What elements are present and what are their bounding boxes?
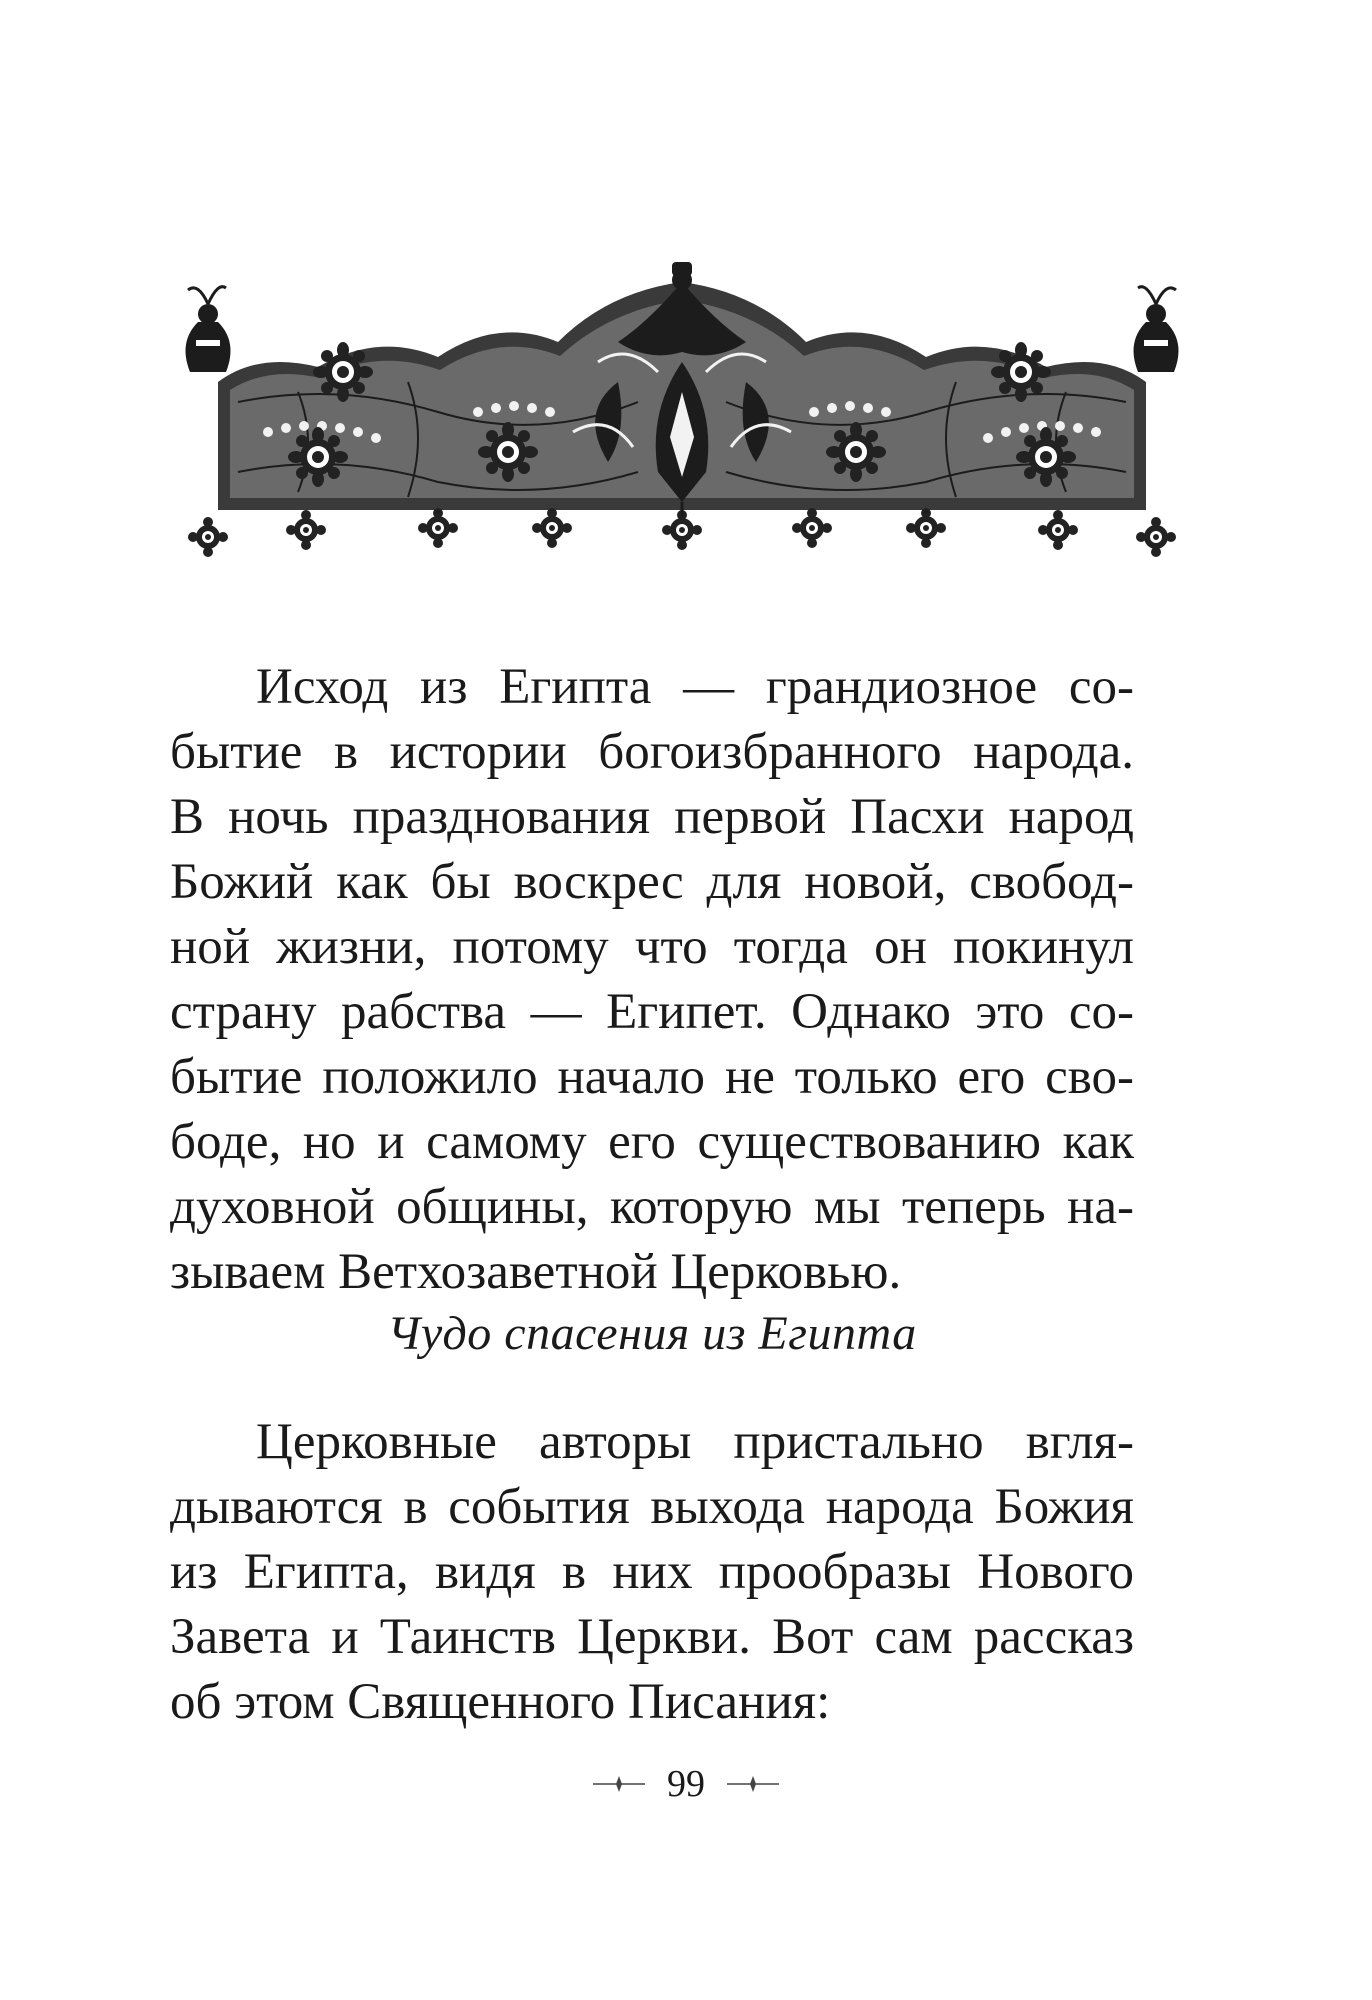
text-line: из Египта, видя в них прообразы Нового <box>170 1544 1134 1600</box>
text-line: страну рабства — Египет. Однако это со- <box>170 984 1134 1040</box>
section-heading: Чудо спасения из Египта <box>387 1307 917 1360</box>
paragraph-church-authors <box>170 1410 1134 1735</box>
text-line: бытие в истории богоизбранного народа. <box>170 724 1134 780</box>
right-star-ornament-icon <box>727 1775 779 1793</box>
page-number-footer <box>0 1762 1372 1806</box>
paragraph-exodus-intro <box>170 655 1134 1305</box>
text-line: В ночь празднования первой Пасхи народ <box>170 789 1134 845</box>
text-line: ной жизни, потому что тогда он покинул <box>170 919 1134 975</box>
text-line: Божий как бы воскрес для новой, свобод- <box>170 854 1134 910</box>
page-number: 99 <box>667 1763 705 1805</box>
text-line: об этом Священного Писания: <box>170 1674 831 1730</box>
text-line: дываются в события выхода народа Божия <box>170 1479 1134 1535</box>
text-line: бытие положило начало не только его сво- <box>170 1049 1134 1105</box>
text-line: боде, но и самому его существованию как <box>170 1114 1134 1170</box>
text-line: духовной общины, которую мы теперь на- <box>170 1179 1134 1235</box>
text-line: зываем Ветхозаветной Церковью. <box>170 1244 902 1300</box>
text-line: Исход из Египта — грандиозное со- <box>256 659 1134 715</box>
left-star-ornament-icon <box>593 1775 645 1793</box>
floral-headpiece-ornament <box>178 262 1186 564</box>
text-line: Церковные авторы пристально вгля- <box>256 1414 1134 1470</box>
text-line: Завета и Таинств Церкви. Вот сам рассказ <box>170 1609 1134 1665</box>
